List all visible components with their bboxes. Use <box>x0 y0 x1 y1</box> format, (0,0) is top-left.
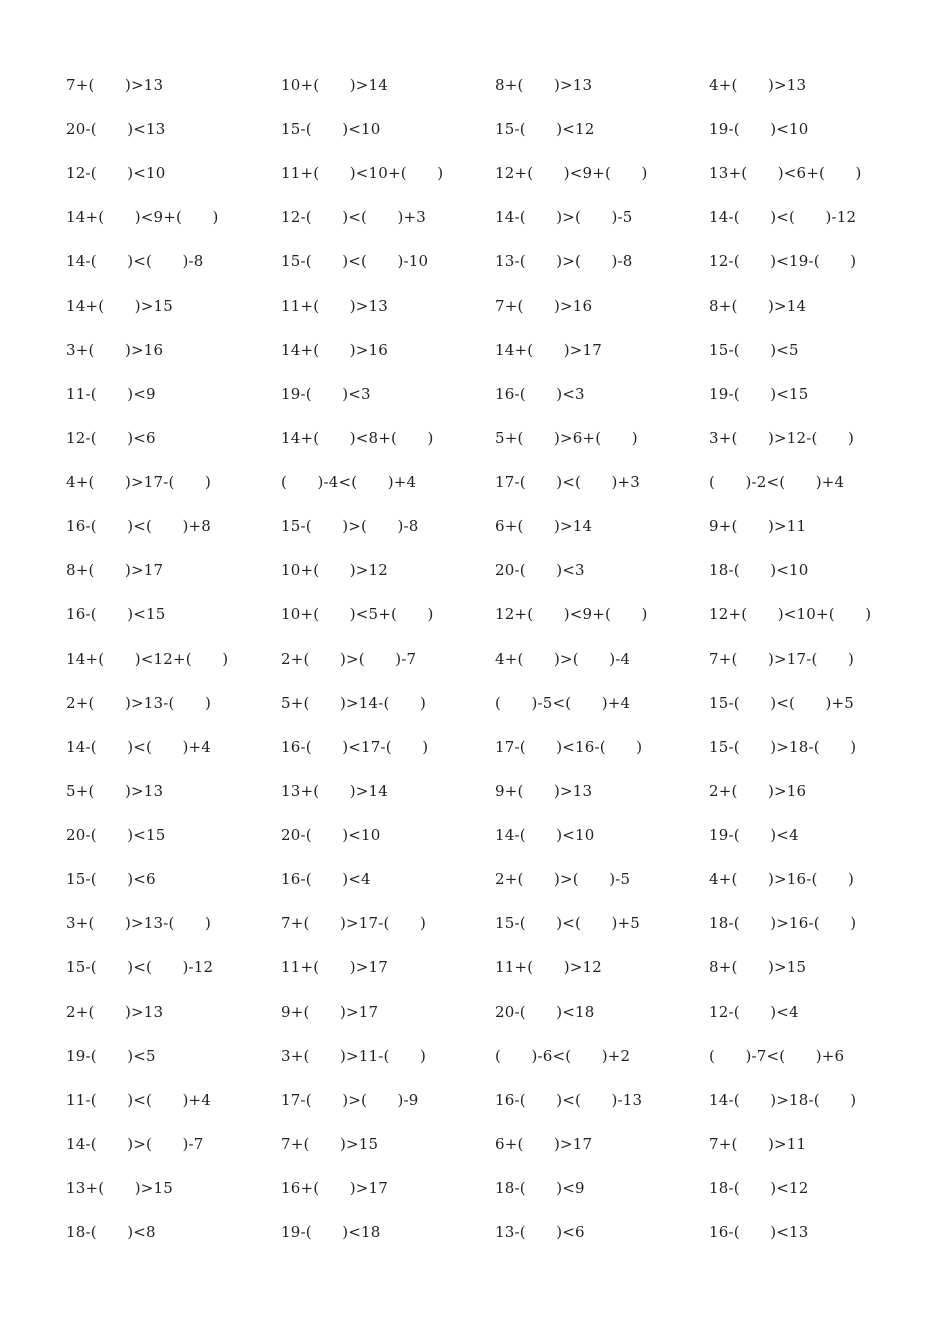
inequality-problem: 8+( )>13 <box>495 76 593 94</box>
inequality-problem: 15-( )>18-( ) <box>709 737 857 756</box>
worksheet-row <box>0 291 950 321</box>
inequality-problem: 18-( )<12 <box>709 1179 809 1197</box>
inequality-problem: 7+( )>17-( ) <box>281 914 427 933</box>
inequality-problem: 11+( )>12 <box>495 958 603 977</box>
inequality-problem: 7+( )>15 <box>281 1134 379 1153</box>
inequality-problem: 19-( )<3 <box>281 384 371 403</box>
inequality-problem: 15-( )<( )-12 <box>66 958 214 977</box>
inequality-problem: 16-( )<3 <box>495 384 585 403</box>
inequality-problem: 18-( )>16-( ) <box>709 914 857 933</box>
inequality-problem: 7+( )>16 <box>495 296 593 315</box>
inequality-problem: 2+( )>( )-7 <box>281 649 417 668</box>
worksheet-row <box>0 776 950 806</box>
inequality-problem: 15-( )<12 <box>495 120 595 139</box>
inequality-problem: 20-( )<18 <box>495 1002 595 1021</box>
inequality-problem: 19-( )<5 <box>66 1046 156 1065</box>
inequality-problem: 3+( )>16 <box>66 340 164 359</box>
inequality-problem: 12-( )<10 <box>66 164 166 183</box>
inequality-problem: 10+( )<5+( ) <box>281 605 434 624</box>
inequality-problem: 13-( )>( )-8 <box>495 252 633 271</box>
inequality-problem: 13+( )>14 <box>281 781 389 800</box>
worksheet-row <box>0 114 950 144</box>
inequality-problem: 2+( )>16 <box>709 781 807 800</box>
worksheet-row <box>0 997 950 1027</box>
worksheet-row <box>0 688 950 718</box>
inequality-problem: 8+( )>15 <box>709 958 807 977</box>
worksheet-row <box>0 511 950 541</box>
inequality-problem: 14+( )>15 <box>66 296 174 315</box>
worksheet-row <box>0 467 950 497</box>
inequality-problem: 12-( )<19-( ) <box>709 252 857 271</box>
inequality-problem: 12+( )<9+( ) <box>495 164 648 183</box>
inequality-problem: 18-( )<10 <box>709 561 809 580</box>
worksheet-row <box>0 1217 950 1247</box>
inequality-problem: 20-( )<10 <box>281 826 381 845</box>
inequality-problem: 11+( )>13 <box>281 296 389 315</box>
inequality-problem: 12-( )<6 <box>66 428 156 447</box>
inequality-problem: 16-( )<15 <box>66 605 166 624</box>
inequality-problem: 7+( )>11 <box>709 1134 807 1153</box>
inequality-problem: 15-( )<10 <box>281 120 381 139</box>
inequality-problem: 10+( )>14 <box>281 76 389 94</box>
inequality-problem: 13+( )>15 <box>66 1179 174 1197</box>
inequality-problem: 6+( )>14 <box>495 517 593 536</box>
inequality-problem: ( )-2<( )+4 <box>709 473 845 492</box>
inequality-problem: 20-( )<13 <box>66 120 166 139</box>
inequality-problem: 17-( )>( )-9 <box>281 1090 419 1109</box>
inequality-problem: 15-( )<6 <box>66 870 156 889</box>
worksheet-row <box>0 864 950 894</box>
inequality-problem: 3+( )>13-( ) <box>66 914 212 933</box>
inequality-problem: 15-( )<( )+5 <box>495 914 641 933</box>
inequality-problem: 14+( )>16 <box>281 340 389 359</box>
inequality-problem: 12-( )<4 <box>709 1002 799 1021</box>
inequality-problem: 8+( )>17 <box>66 561 164 580</box>
inequality-problem: 17-( )<( )+3 <box>495 473 641 492</box>
worksheet-row <box>0 820 950 850</box>
inequality-problem: 12+( )<9+( ) <box>495 605 648 624</box>
inequality-problem: 15-( )<( )-10 <box>281 252 429 271</box>
inequality-problem: 16-( )<17-( ) <box>281 737 429 756</box>
inequality-problem: 17-( )<16-( ) <box>495 737 643 756</box>
worksheet-row <box>0 732 950 762</box>
inequality-problem: 16+( )>17 <box>281 1179 389 1197</box>
worksheet-row <box>0 1129 950 1159</box>
inequality-problem: 3+( )>11-( ) <box>281 1046 427 1065</box>
inequality-problem: 14-( )<( )+4 <box>66 737 212 756</box>
inequality-problem: 11-( )<9 <box>66 384 156 403</box>
worksheet-row <box>0 1041 950 1071</box>
inequality-problem: 11+( )<10+( ) <box>281 164 444 183</box>
inequality-problem: 9+( )>11 <box>709 517 807 536</box>
inequality-problem: 14+( )<12+( ) <box>66 649 229 668</box>
worksheet-row <box>0 379 950 409</box>
inequality-problem: 7+( )>17-( ) <box>709 649 855 668</box>
worksheet-row <box>0 908 950 938</box>
worksheet-row <box>0 1173 950 1203</box>
inequality-problem: 13-( )<6 <box>495 1223 585 1242</box>
worksheet-row <box>0 952 950 982</box>
inequality-problem: 12+( )<10+( ) <box>709 605 872 624</box>
inequality-problem: 5+( )>14-( ) <box>281 693 427 712</box>
inequality-problem: 11-( )<( )+4 <box>66 1090 212 1109</box>
inequality-problem: 18-( )<9 <box>495 1179 585 1197</box>
worksheet-row <box>0 555 950 585</box>
inequality-problem: 15-( )<5 <box>709 340 799 359</box>
inequality-problem: ( )-5<( )+4 <box>495 693 631 712</box>
inequality-problem: ( )-7<( )+6 <box>709 1046 845 1065</box>
inequality-problem: 19-( )<10 <box>709 120 809 139</box>
inequality-problem: 13+( )<6+( ) <box>709 164 862 183</box>
inequality-problem: 19-( )<18 <box>281 1223 381 1242</box>
inequality-problem: 20-( )<15 <box>66 826 166 845</box>
worksheet-row <box>0 1085 950 1115</box>
inequality-problem: ( )-6<( )+2 <box>495 1046 631 1065</box>
inequality-problem: 14+( )<8+( ) <box>281 428 434 447</box>
inequality-problem: 14+( )<9+( ) <box>66 208 219 227</box>
inequality-problem: 5+( )>13 <box>66 781 164 800</box>
inequality-problem: ( )-4<( )+4 <box>281 473 417 492</box>
inequality-problem: 4+( )>16-( ) <box>709 870 855 889</box>
inequality-problem: 2+( )>13 <box>66 1002 164 1021</box>
inequality-problem: 16-( )<( )+8 <box>66 517 212 536</box>
worksheet-row <box>0 202 950 232</box>
worksheet-row <box>0 335 950 365</box>
worksheet-row <box>0 644 950 674</box>
inequality-problem: 14-( )<( )-8 <box>66 252 204 271</box>
worksheet-row <box>0 246 950 276</box>
inequality-problem: 4+( )>( )-4 <box>495 649 631 668</box>
inequality-problem: 9+( )>13 <box>495 781 593 800</box>
inequality-problem: 2+( )>( )-5 <box>495 870 631 889</box>
inequality-problem: 16-( )<13 <box>709 1223 809 1242</box>
inequality-problem: 6+( )>17 <box>495 1134 593 1153</box>
worksheet-row <box>0 158 950 188</box>
inequality-problem: 4+( )>13 <box>709 76 807 94</box>
inequality-problem: 14-( )>18-( ) <box>709 1090 857 1109</box>
inequality-problem: 20-( )<3 <box>495 561 585 580</box>
worksheet-row <box>0 70 950 100</box>
inequality-problem: 14-( )<( )-12 <box>709 208 857 227</box>
inequality-problem: 12-( )<( )+3 <box>281 208 427 227</box>
inequality-problem: 14-( )<10 <box>495 826 595 845</box>
inequality-problem: 14-( )>( )-5 <box>495 208 633 227</box>
inequality-problem: 19-( )<4 <box>709 826 799 845</box>
inequality-problem: 10+( )>12 <box>281 561 389 580</box>
worksheet-row <box>0 599 950 629</box>
inequality-problem: 16-( )<4 <box>281 870 371 889</box>
inequality-problem: 15-( )>( )-8 <box>281 517 419 536</box>
inequality-problem: 14-( )>( )-7 <box>66 1134 204 1153</box>
inequality-problem: 3+( )>12-( ) <box>709 428 855 447</box>
inequality-problem: 14+( )>17 <box>495 340 603 359</box>
inequality-problem: 7+( )>13 <box>66 76 164 94</box>
inequality-problem: 9+( )>17 <box>281 1002 379 1021</box>
inequality-problem: 8+( )>14 <box>709 296 807 315</box>
inequality-problem: 18-( )<8 <box>66 1223 156 1242</box>
inequality-problem: 19-( )<15 <box>709 384 809 403</box>
inequality-problem: 5+( )>6+( ) <box>495 428 638 447</box>
worksheet-row <box>0 423 950 453</box>
inequality-problem: 2+( )>13-( ) <box>66 693 212 712</box>
inequality-problem: 11+( )>17 <box>281 958 389 977</box>
inequality-problem: 15-( )<( )+5 <box>709 693 855 712</box>
inequality-problem: 4+( )>17-( ) <box>66 473 212 492</box>
inequality-problem: 16-( )<( )-13 <box>495 1090 643 1109</box>
